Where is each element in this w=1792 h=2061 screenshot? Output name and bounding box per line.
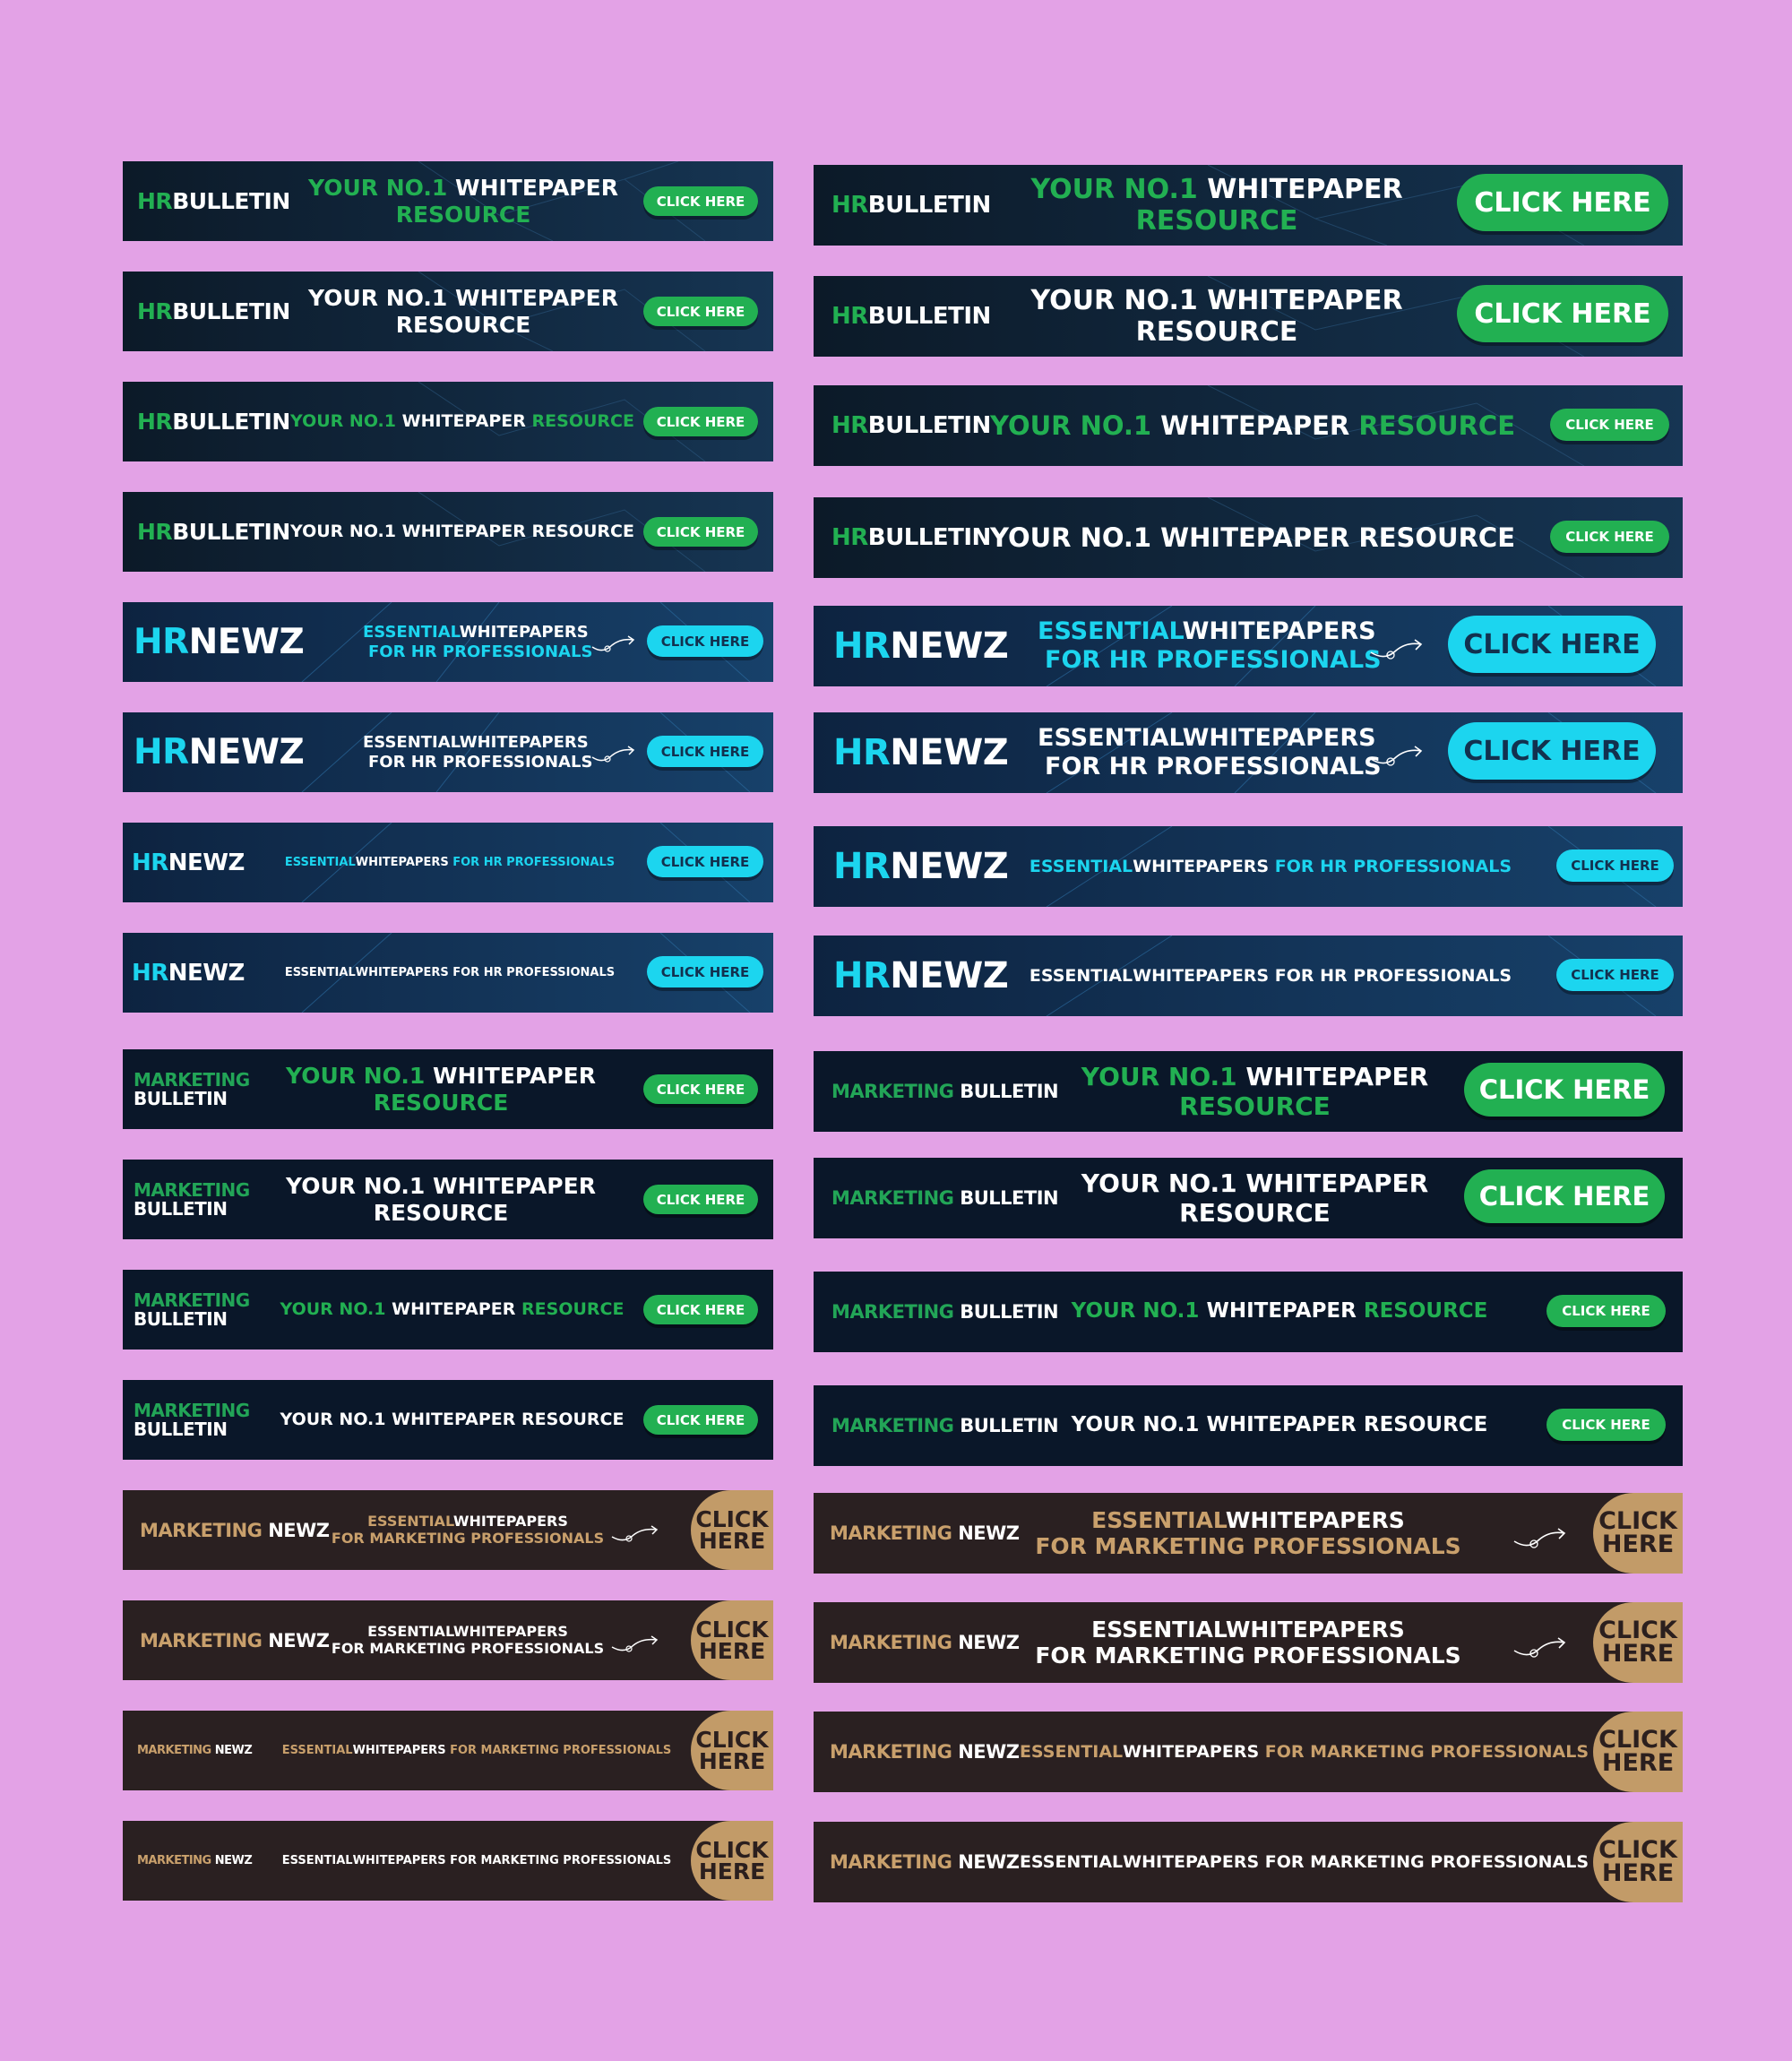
banner-marketing-newz-left-2[interactable] [123,1600,773,1680]
curved-arrow-icon [610,1524,660,1544]
brand-logo: HR NEWZ [132,959,245,987]
brand-logo: HR BULLETIN [137,188,290,214]
brand-logo: HR NEWZ [833,846,1009,887]
tagline: ESSENTIALWHITEPAPERS FOR MARKETING PROFESSIONALS [1035,1506,1461,1559]
banner-marketing-newz-left-4[interactable] [123,1821,773,1901]
tagline: YOUR NO.1 WHITEPAPER RESOURCE [308,285,618,338]
tagline: YOUR NO.1 WHITEPAPER RESOURCE [308,175,618,228]
tagline: ESSENTIALWHITEPAPERS FOR MARKETING PROFESSIONALS [331,1512,605,1547]
click-here-button[interactable]: CLICK HERE [1550,521,1669,553]
click-here-button[interactable]: CLICK HERE [643,407,758,436]
banner-marketing-bulletin-right-4[interactable] [814,1385,1683,1466]
banner-hr-bulletin-right-2[interactable] [814,276,1683,357]
banner-marketing-bulletin-right-1[interactable] [814,1051,1683,1132]
tagline: ESSENTIAL WHITEPAPERS FOR HR PROFESSIONALS [284,855,616,869]
click-here-button[interactable]: CLICK HERE [643,517,758,547]
curved-arrow-icon [590,745,637,764]
tagline: YOUR NO.1 WHITEPAPER RESOURCE [1081,1061,1429,1121]
click-here-button[interactable]: CLICK HERE [1464,1063,1665,1117]
brand-logo: HR BULLETIN [137,409,290,435]
click-here-button[interactable]: CLICK HERE [643,1295,758,1324]
banner-marketing-newz-right-4[interactable] [814,1822,1683,1902]
brand-logo: MARKETING NEWZ [830,1741,1020,1763]
tagline: YOUR NO.1 WHITEPAPER RESOURCE [1071,1413,1488,1437]
click-here-button[interactable]: CLICK HERE [1593,1493,1683,1574]
tagline: YOUR NO.1 WHITEPAPER RESOURCE [989,410,1516,441]
brand-logo: HR BULLETIN [831,192,991,219]
click-here-button[interactable]: CLICK HERE [647,956,763,987]
tagline: ESSENTIALWHITEPAPERS FOR MARKETING PROFESSIONALS [1035,1616,1461,1669]
banner-hr-bulletin-left-2[interactable] [123,272,773,351]
tagline: YOUR NO.1 WHITEPAPER RESOURCE [290,411,634,432]
curved-arrow-icon [590,634,637,654]
brand-logo: HR BULLETIN [831,303,991,330]
tagline: YOUR NO.1 WHITEPAPER RESOURCE [1081,1168,1429,1228]
tagline: ESSENTIALWHITEPAPERS FOR HR PROFESSIONALS [363,623,593,661]
click-here-button[interactable]: CLICK HERE [643,1405,758,1435]
click-here-button[interactable]: CLICK HERE [643,1074,758,1104]
banner-hr-bulletin-left-4[interactable] [123,492,773,572]
click-here-button[interactable]: CLICK HERE [1546,1409,1666,1441]
banner-hr-bulletin-right-1[interactable] [814,165,1683,246]
brand-logo: HR BULLETIN [831,412,991,439]
banner-marketing-newz-left-1[interactable] [123,1490,773,1570]
brand-logo: MARKETING NEWZ [830,1632,1020,1653]
click-here-button[interactable]: CLICK HERE [647,736,763,767]
click-here-button[interactable]: CLICK HERE [643,1185,758,1214]
banner-marketing-bulletin-left-4[interactable] [123,1380,773,1460]
click-here-button[interactable]: CLICK HERE [643,186,758,216]
curved-arrow-icon [1369,745,1425,768]
tagline: YOUR NO.1 WHITEPAPER RESOURCE [286,1173,596,1226]
brand-logo: MARKETING NEWZ [830,1851,1020,1873]
curved-arrow-icon [1512,1636,1568,1660]
tagline: ESSENTIAL WHITEPAPERS FOR MARKETING PROFESSIONALS [1019,1851,1590,1872]
brand-logo: HR NEWZ [134,622,305,662]
tagline: YOUR NO.1 WHITEPAPER RESOURCE [290,522,634,542]
banner-hr-newz-right-1[interactable] [814,606,1683,686]
brand-logo: HR NEWZ [833,732,1009,773]
banner-marketing-bulletin-left-2[interactable] [123,1160,773,1239]
tagline: ESSENTIALWHITEPAPERS FOR HR PROFESSIONALS [1038,617,1382,674]
brand-logo: HR NEWZ [134,732,305,772]
brand-logo: HR BULLETIN [831,524,991,551]
banner-hr-newz-right-2[interactable] [814,712,1683,793]
tagline: YOUR NO.1 WHITEPAPER RESOURCE [280,1410,625,1430]
brand-logo: MARKETING NEWZ [137,1854,253,1867]
click-here-button[interactable]: CLICK HERE [647,625,763,657]
brand-logo: HR NEWZ [132,849,245,876]
tagline: YOUR NO.1 WHITEPAPER RESOURCE [1071,1299,1488,1324]
curved-arrow-icon [1369,638,1425,661]
tagline: YOUR NO.1 WHITEPAPER RESOURCE [1030,284,1403,348]
tagline: YOUR NO.1 WHITEPAPER RESOURCE [280,1299,625,1320]
brand-logo: HR NEWZ [833,625,1009,667]
tagline: ESSENTIAL WHITEPAPERS FOR MARKETING PROFESSIONALS [1019,1741,1590,1762]
brand-logo: MARKETING BULLETIN [831,1415,1059,1436]
banner-hr-newz-right-3[interactable] [814,826,1683,907]
click-here-button[interactable]: CLICK HERE [1457,285,1668,342]
click-here-button[interactable]: CLICK HERE [1593,1712,1683,1792]
tagline: ESSENTIAL WHITEPAPERS FOR HR PROFESSIONALS [284,965,616,979]
click-here-button[interactable]: CLICK HERE [691,1711,773,1790]
brand-logo: MARKETING NEWZ [140,1629,330,1651]
tagline: YOUR NO.1 WHITEPAPER RESOURCE [1030,173,1403,237]
brand-logo: MARKETING NEWZ [137,1744,253,1757]
tagline: ESSENTIALWHITEPAPERS FOR HR PROFESSIONALS [363,733,593,772]
tagline: YOUR NO.1 WHITEPAPER RESOURCE [989,522,1516,553]
tagline: ESSENTIAL WHITEPAPERS FOR HR PROFESSIONALS [1029,856,1512,876]
tagline: ESSENTIAL WHITEPAPERS FOR MARKETING PROFESSIONALS [281,1853,672,1867]
brand-logo: MARKETING BULLETIN [134,1179,250,1220]
banner-marketing-newz-right-2[interactable] [814,1602,1683,1683]
banner-hr-newz-left-2[interactable] [123,712,773,792]
banner-marketing-bulletin-left-1[interactable] [123,1049,773,1129]
banner-marketing-newz-right-3[interactable] [814,1712,1683,1792]
click-here-button[interactable]: CLICK HERE [1448,616,1656,673]
brand-logo: MARKETING NEWZ [830,1522,1020,1544]
brand-logo: MARKETING BULLETIN [134,1069,250,1109]
banner-hr-newz-left-4[interactable] [123,933,773,1013]
brand-logo: MARKETING BULLETIN [831,1187,1059,1209]
banner-marketing-bulletin-right-2[interactable] [814,1158,1683,1238]
banner-hr-newz-left-1[interactable] [123,602,773,682]
click-here-button[interactable]: CLICK HERE [1550,409,1669,441]
curved-arrow-icon [610,1634,660,1654]
click-here-button[interactable]: CLICK HERE [1457,174,1668,231]
banner-hr-newz-right-4[interactable] [814,936,1683,1016]
brand-logo: HR BULLETIN [137,298,290,324]
brand-logo: MARKETING BULLETIN [831,1081,1059,1102]
curved-arrow-icon [1512,1527,1568,1550]
click-here-button[interactable]: CLICK HERE [1593,1822,1683,1902]
click-here-button[interactable]: CLICK HERE [691,1600,773,1680]
banner-hr-newz-left-3[interactable] [123,823,773,902]
click-here-button[interactable]: CLICK HERE [1448,722,1656,780]
banner-marketing-newz-left-3[interactable] [123,1711,773,1790]
click-here-button[interactable]: CLICK HERE [643,297,758,326]
banner-marketing-bulletin-right-3[interactable] [814,1272,1683,1352]
tagline: ESSENTIAL WHITEPAPERS FOR MARKETING PROFESSIONALS [281,1743,672,1757]
banner-hr-bulletin-left-1[interactable] [123,161,773,241]
banner-hr-bulletin-right-4[interactable] [814,497,1683,578]
brand-logo: MARKETING NEWZ [140,1519,330,1541]
brand-logo: HR NEWZ [833,955,1009,996]
banner-hr-bulletin-right-3[interactable] [814,385,1683,466]
tagline: ESSENTIAL WHITEPAPERS FOR HR PROFESSIONALS [1029,965,1512,986]
click-here-button[interactable]: CLICK HERE [1556,959,1674,991]
click-here-button[interactable]: CLICK HERE [1464,1169,1665,1223]
banner-marketing-newz-right-1[interactable] [814,1493,1683,1574]
banner-marketing-bulletin-left-3[interactable] [123,1270,773,1350]
click-here-button[interactable]: CLICK HERE [691,1821,773,1901]
click-here-button[interactable]: CLICK HERE [691,1490,773,1570]
click-here-button[interactable]: CLICK HERE [647,846,763,877]
tagline: YOUR NO.1 WHITEPAPER RESOURCE [286,1063,596,1116]
banner-hr-bulletin-left-3[interactable] [123,382,773,461]
tagline: ESSENTIALWHITEPAPERS FOR MARKETING PROFESSIONALS [331,1622,605,1657]
brand-logo: MARKETING BULLETIN [831,1301,1059,1323]
click-here-button[interactable]: CLICK HERE [1546,1295,1666,1327]
brand-logo: MARKETING BULLETIN [134,1400,250,1440]
tagline: ESSENTIALWHITEPAPERS FOR HR PROFESSIONALS [1038,724,1382,780]
click-here-button[interactable]: CLICK HERE [1593,1602,1683,1683]
brand-logo: MARKETING BULLETIN [134,1289,250,1330]
click-here-button[interactable]: CLICK HERE [1556,849,1674,882]
brand-logo: HR BULLETIN [137,519,290,545]
